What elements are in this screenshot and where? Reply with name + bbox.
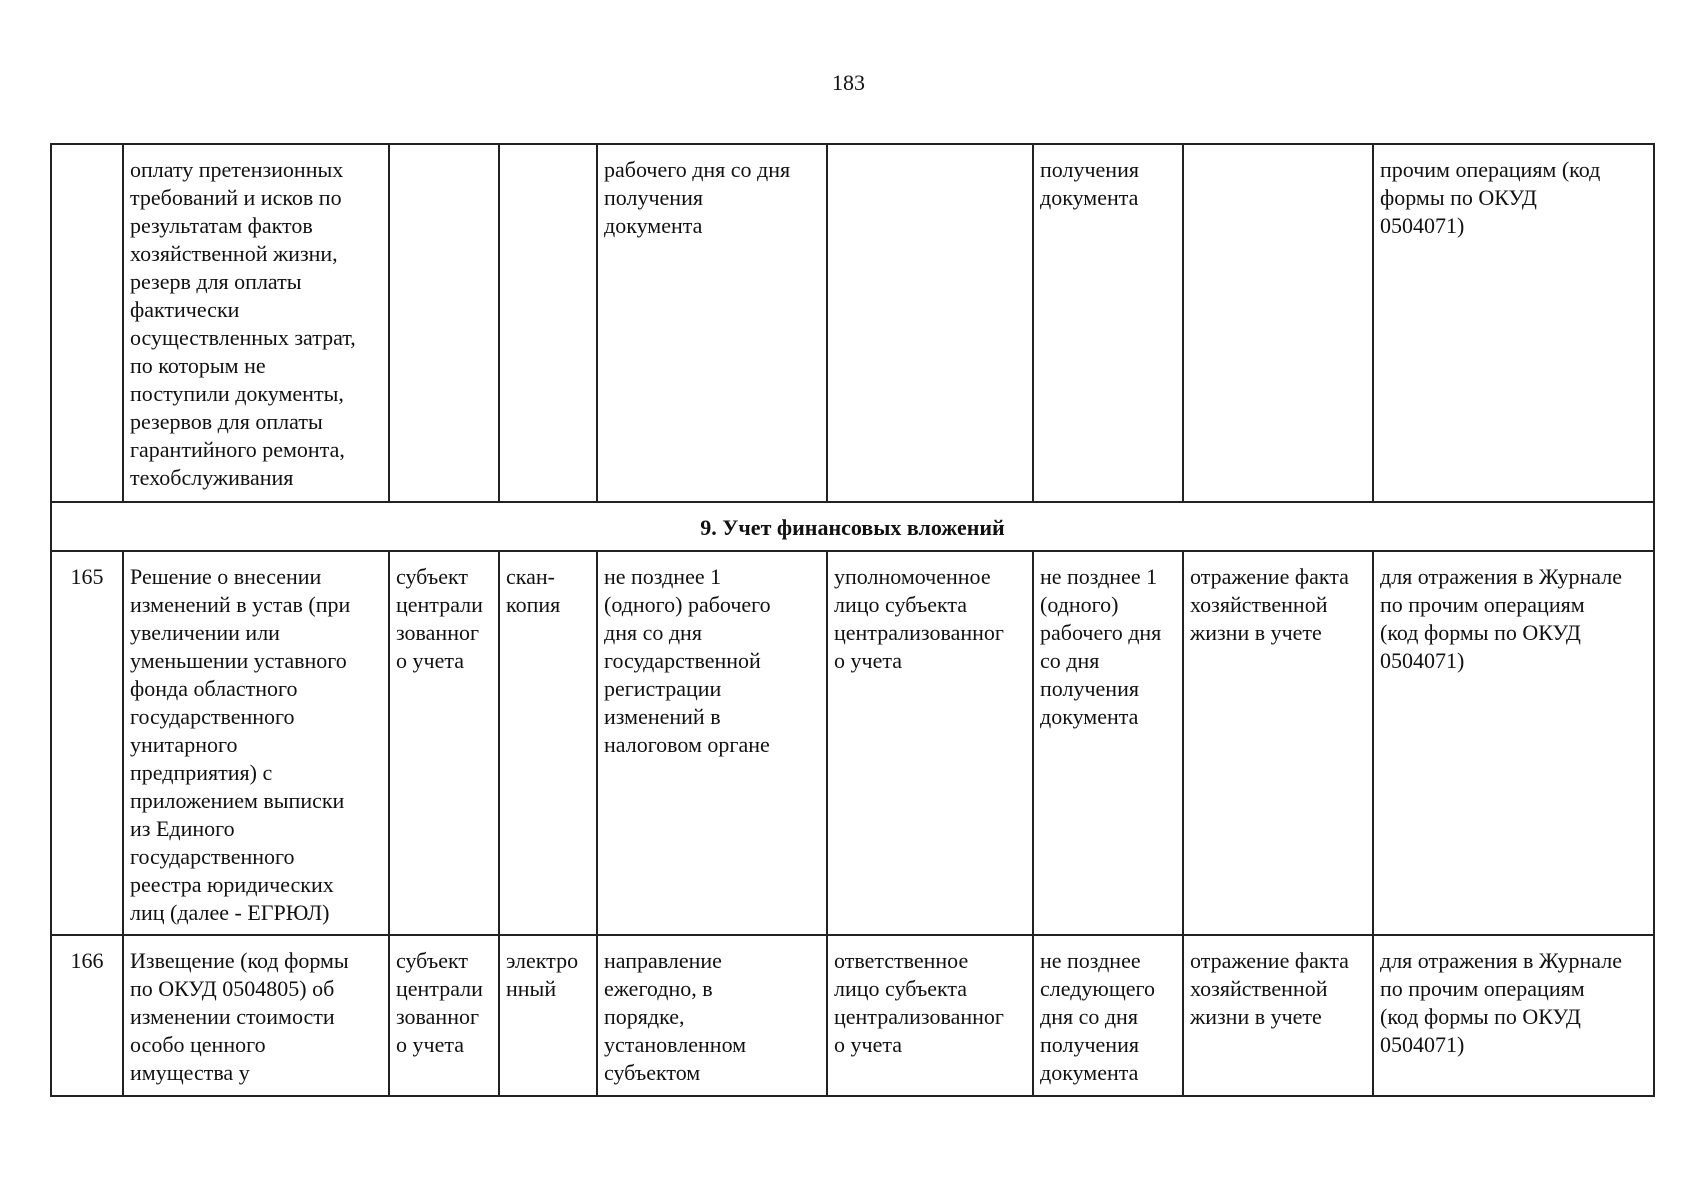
deadline: рабочего дня со дня получения документа — [604, 157, 791, 238]
deadline-cell — [597, 551, 827, 935]
responsible: уполномоченное лицо субъекта централизованног о учета — [834, 564, 1004, 673]
note-cell — [1373, 935, 1654, 1096]
note: для отражения в Журнале по прочим операциям (код формы по ОКУД 0504071) — [1380, 948, 1622, 1057]
deadline-cell — [597, 144, 827, 502]
note: прочим операциям (код формы по ОКУД 0504071) — [1380, 157, 1601, 238]
document-name: Извещение (код формы по ОКУД 0504805) об изменении стоимости особо ценного имущества у — [130, 948, 349, 1085]
format-cell — [499, 935, 597, 1096]
table-row — [51, 551, 1654, 935]
action-cell — [1183, 144, 1373, 502]
deadline-cell — [597, 935, 827, 1096]
document-name-cell — [123, 144, 389, 502]
document-name: оплату претензионных требований и исков по результатам фактов хозяйственной жизни, резерв для оплаты фактически осуществленных затрат, по которым не поступили документы, резервов для оплаты гарантийного ремонта, техобслуживания — [130, 157, 356, 490]
section-title-cell — [51, 502, 1654, 551]
row-number-cell — [51, 551, 123, 935]
deadline: направление ежегодно, в порядке, установленном субъектом — [604, 948, 747, 1085]
document-name-cell — [123, 551, 389, 935]
section-header-row — [51, 502, 1654, 551]
responsible-cell — [827, 144, 1033, 502]
action-cell — [1183, 935, 1373, 1096]
responsible: ответственное лицо субъекта централизованног о учета — [834, 948, 1004, 1057]
processing-deadline-cell — [1033, 935, 1183, 1096]
note: для отражения в Журнале по прочим операциям (код формы по ОКУД 0504071) — [1380, 564, 1622, 673]
processing-deadline: получения документа — [1040, 157, 1139, 210]
creator-cell — [389, 144, 499, 502]
document-name-cell — [123, 935, 389, 1096]
table-row — [51, 144, 1654, 502]
row-number: 166 — [70, 948, 104, 973]
page-number: 183 — [832, 70, 865, 95]
action: отражение факта хозяйственной жизни в учете — [1190, 948, 1349, 1029]
note-cell — [1373, 551, 1654, 935]
deadline: не позднее 1 (одного) рабочего дня со дня государственной регистрации изменений в налоговом органе — [604, 564, 771, 757]
format-cell — [499, 551, 597, 935]
creator: субъект централи зованног о учета — [396, 564, 483, 673]
format: скан- копия — [506, 564, 561, 617]
format: электро нный — [506, 948, 579, 1001]
responsible-cell — [827, 935, 1033, 1096]
creator: субъект централи зованног о учета — [396, 948, 483, 1057]
row-number-cell — [51, 144, 123, 502]
note-cell — [1373, 144, 1654, 502]
creator-cell — [389, 935, 499, 1096]
processing-deadline-cell — [1033, 551, 1183, 935]
processing-deadline: не позднее 1 (одного) рабочего дня со дня получения документа — [1040, 564, 1162, 729]
action-cell — [1183, 551, 1373, 935]
action: отражение факта хозяйственной жизни в учете — [1190, 564, 1349, 645]
processing-deadline-cell — [1033, 144, 1183, 502]
section-title: 9. Учет финансовых вложений — [700, 515, 1005, 540]
responsible-cell — [827, 551, 1033, 935]
table-row — [51, 935, 1654, 1096]
document-table — [50, 143, 1655, 1097]
processing-deadline: не позднее следующего дня со дня получения документа — [1040, 948, 1156, 1085]
row-number: 165 — [70, 564, 104, 589]
document-name: Решение о внесении изменений в устав (при увеличении или уменьшении уставного фонда областного государственного унитарного предприятия) с приложением выписки из Единого государственного реестра юридических лиц (далее - ЕГРЮЛ) — [130, 564, 351, 925]
row-number-cell — [51, 935, 123, 1096]
creator-cell — [389, 551, 499, 935]
format-cell — [499, 144, 597, 502]
